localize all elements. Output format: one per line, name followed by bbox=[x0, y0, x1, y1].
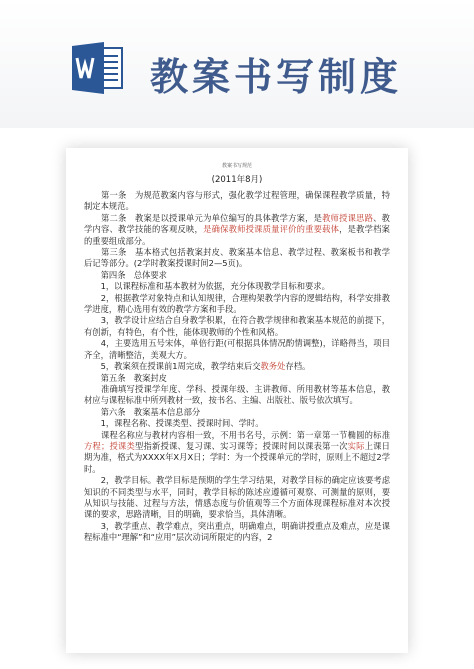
paragraph-p15 bbox=[84, 475, 390, 521]
paragraph-p3 bbox=[84, 247, 390, 270]
highlighted-text: 是确保教师授课质量评价的重要载体 bbox=[203, 224, 340, 235]
paragraph-p7 bbox=[84, 315, 390, 338]
paragraph-text: 第五条 教案封皮 bbox=[84, 372, 167, 383]
word-document-icon bbox=[70, 42, 126, 94]
paragraph-text: 3，教学设计应结合自身教学积累，在符合教学规律和教案基本规范的前提下，有创新，有特色，有个性，能体现教师的个性和风格。 bbox=[84, 315, 390, 337]
paragraph-p1 bbox=[84, 190, 390, 213]
paragraph-p6 bbox=[84, 293, 390, 316]
paragraph-text: 准确填写授课学年度、学科、授课年级、主讲教师、所用教材等基本信息，教材应与课程标准中所列教材一致，按书名、主编、出版社、版号依次填写。 bbox=[84, 383, 390, 406]
document-small-title: 教案书写规范 bbox=[221, 163, 252, 169]
paragraph-list bbox=[84, 190, 390, 544]
paragraph-p11 bbox=[84, 384, 390, 407]
document-subtitle: (2011年8月) bbox=[211, 175, 263, 185]
highlighted-text: 方程；授课类 bbox=[84, 440, 136, 451]
highlighted-text: 实际 bbox=[347, 440, 365, 451]
paragraph-text: 4，主要选用五号宋体，单倍行距(可根据具体情况酌情调整)，详略得当，项目齐全，清晰整洁，美观大方。 bbox=[84, 338, 390, 360]
paragraph-text: 第一条 为规范教案内容与形式，强化教学过程管理，确保课程教学质量，特制定本规范。 bbox=[84, 190, 390, 212]
paragraph-text: 课程名称应与教材内容相一致，不用书名号，示例：第一章第一节椭圆的标准 bbox=[84, 429, 390, 440]
paragraph-text: ，是教学档案的重要组成部分。 bbox=[84, 224, 390, 246]
paragraph-p13 bbox=[84, 418, 390, 429]
paragraph-text: 1，以课程标准和基本教材为依据，充分体现教学目标和要求。 bbox=[84, 281, 330, 292]
paragraph-p4 bbox=[84, 270, 390, 281]
document-page bbox=[66, 148, 408, 653]
paragraph-text: 5，教案须在授课前1周完成，教学结束后交 bbox=[84, 361, 261, 372]
paragraph-text: 存档。 bbox=[285, 361, 311, 372]
paragraph-p2 bbox=[84, 213, 390, 247]
highlighted-text: 教师授课思路 bbox=[322, 212, 374, 223]
paragraph-text: 2，根据教学对象特点和认知规律，合理构架教学内容的逻辑结构，科学安排教学进度，精心选用有效的教学方案和手段。 bbox=[84, 292, 390, 315]
paragraph-text: 、教学内容、教学技能的客观反映， bbox=[84, 212, 390, 235]
paragraph-text: 3，教学重点、教学难点，突出重点，明确难点，明确讲授重点及难点，应是课程标准中“理解”和“应用”层次动词所限定的内容，2 bbox=[84, 520, 390, 543]
paragraph-p16 bbox=[84, 521, 390, 544]
highlighted-text: 教务处 bbox=[260, 361, 286, 372]
paragraph-p5 bbox=[84, 281, 390, 292]
paragraph-p8 bbox=[84, 338, 390, 361]
page-header bbox=[0, 0, 474, 128]
document-body bbox=[66, 148, 408, 544]
paragraph-text: 型指新授课、复习课、实习课等；授课时间以课表第一次 bbox=[135, 440, 348, 451]
paragraph-text: 第三条 基本格式包括教案封皮、教案基本信息、教学过程、教案板书和教学后记等部分。(2学时教案授课时间2—5页)。 bbox=[84, 247, 390, 269]
paragraph-p10 bbox=[84, 373, 390, 384]
paragraph-text: 第四条 总体要求 bbox=[84, 269, 167, 280]
paragraph-text: 上课日期为准，格式为XXXX年X月X日；学时：为一个授课单元的学时，原则上不超过2学时。 bbox=[84, 440, 390, 474]
paragraph-text: 第二条 教案是以授课单元为单位编写的具体教学方案，是 bbox=[84, 212, 323, 223]
paragraph-p9 bbox=[84, 361, 390, 372]
paragraph-p14 bbox=[84, 430, 390, 476]
paragraph-text: 2，教学目标。教学目标是预期的学生学习结果，对教学目标的确定应该要考虑知识的不同类型与水平，同时，教学目标的陈述应遵循可观察、可测量的原则，要从知识与技能、过程与方法，情感态度与价值观等三个方面体现课程标准对本次授课的要求，思路清晰，目的明确，要求恰当，具体清晰。 bbox=[84, 475, 390, 520]
paragraph-text: 1，课程名称、授课类型、授课时间、学时。 bbox=[84, 418, 264, 429]
paragraph-text: 第六条 教案基本信息部分 bbox=[84, 406, 201, 417]
paragraph-p12 bbox=[84, 407, 390, 418]
page-title: 教案书写制度 bbox=[150, 55, 403, 99]
